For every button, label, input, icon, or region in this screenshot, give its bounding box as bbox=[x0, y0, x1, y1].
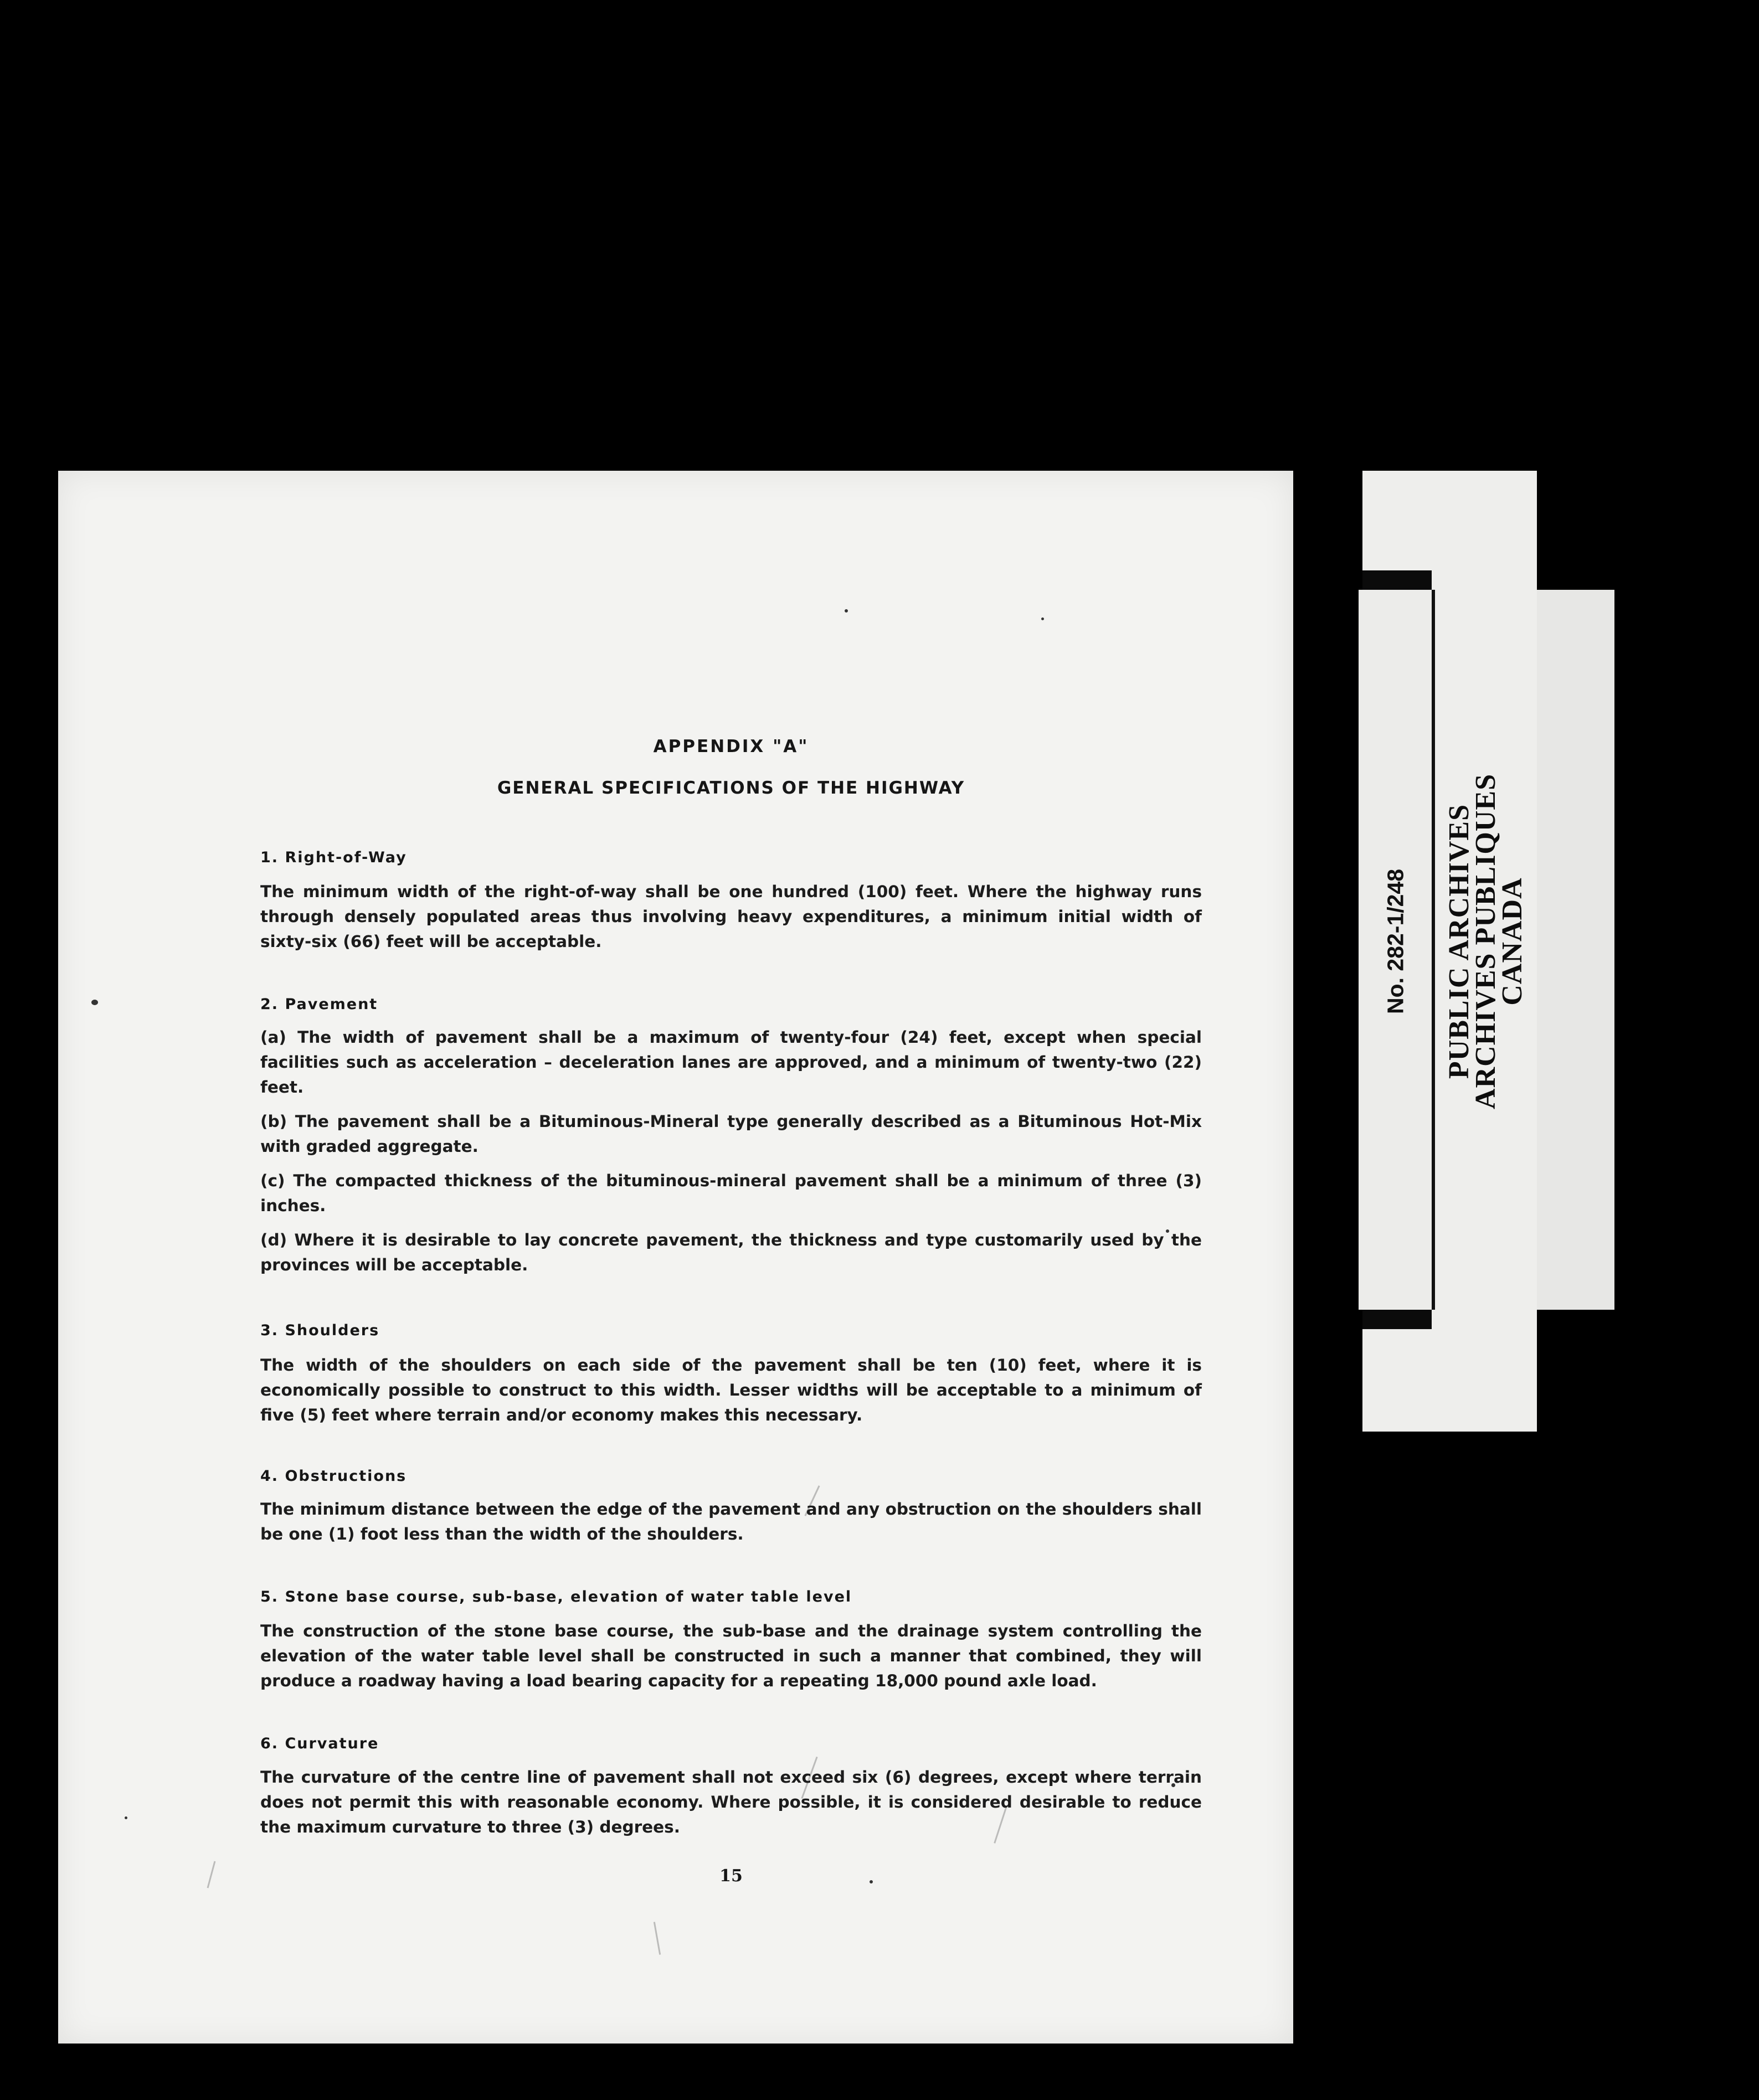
stamp-line: CANADA bbox=[1496, 877, 1528, 1006]
dust-speck bbox=[1041, 617, 1044, 620]
archive-reference-number bbox=[1368, 609, 1423, 1274]
section-paragraph: (d) Where it is desirable to lay concrete pavement, the thickness and type customarily used by the provinces will be acceptable. bbox=[260, 1231, 1202, 1274]
section-heading-right-of-way: 1. Right-of-Way bbox=[260, 849, 407, 866]
reference-number-text: No. 282-1/248 bbox=[1382, 868, 1408, 1015]
stamp-text bbox=[1443, 773, 1528, 1110]
section-paragraph: The minimum width of the right-of-way shall be one hundred (100) feet. Where the highway runs through densely populated areas thus involving heavy expenditures, a minimum initial width of sixty-six (66) feet will be acceptable. bbox=[260, 882, 1202, 951]
section-heading-pavement: 2. Pavement bbox=[260, 996, 378, 1013]
section-heading-curvature: 6. Curvature bbox=[260, 1735, 379, 1752]
section-paragraph: The curvature of the centre line of pavement shall not exceed six (6) degrees, except where terrain does not permit this with reasonable economy. Where possible, it is considered desirable to reduce the maximum curvature to three (3) degrees. bbox=[260, 1768, 1202, 1836]
film-scratch bbox=[207, 1861, 216, 1888]
appendix-title: APPENDIX "A" bbox=[653, 737, 809, 756]
document-title: GENERAL SPECIFICATIONS OF THE HIGHWAY bbox=[497, 778, 965, 798]
section-paragraph: The construction of the stone base course, the sub-base and the drainage system controlling the elevation of the water table level shall be constructed in such a manner that combined, they will produce a roadway having a load bearing capacity for a repeating 18,000 pound axle load. bbox=[260, 1622, 1202, 1690]
dust-speck bbox=[91, 1000, 98, 1005]
public-archives-stamp bbox=[1437, 570, 1534, 1312]
stamp-line: ARCHIVES PUBLIQUES bbox=[1469, 773, 1501, 1110]
archive-card-tab bbox=[1537, 590, 1614, 1310]
card-divider bbox=[1362, 1310, 1432, 1329]
section-heading-shoulders: 3. Shoulders bbox=[260, 1322, 380, 1339]
section-paragraph: (c) The compacted thickness of the bituminous-mineral pavement shall be a minimum of three (3) inches. bbox=[260, 1171, 1202, 1215]
card-divider bbox=[1362, 570, 1432, 590]
section-paragraph: The minimum distance between the edge of the pavement and any obstruction on the shoulders shall be one (1) foot less than the width of the shoulders. bbox=[260, 1500, 1202, 1543]
section-paragraph: (b) The pavement shall be a Bituminous-Mineral type generally described as a Bituminous Hot-Mix with graded aggregate. bbox=[260, 1112, 1202, 1156]
section-paragraph: The width of the shoulders on each side of the pavement shall be ten (10) feet, where it is economically possible to construct to this width. Lesser widths will be acceptable to a minimum of five (5) feet where terrain and/or economy makes this necessary. bbox=[260, 1356, 1202, 1424]
section-paragraph: (a) The width of pavement shall be a maximum of twenty-four (24) feet, except when special facilities such as acceleration – deceleration lanes are approved, and a minimum of twenty-two (22) feet. bbox=[260, 1028, 1202, 1097]
document-page bbox=[58, 471, 1293, 2044]
dust-speck bbox=[845, 609, 848, 612]
dust-speck bbox=[125, 1816, 127, 1819]
stamp-line: PUBLIC ARCHIVES bbox=[1443, 804, 1475, 1079]
film-scratch bbox=[654, 1922, 661, 1955]
section-heading-stone-base-course: 5. Stone base course, sub-base, elevation of water table level bbox=[260, 1588, 852, 1605]
page-number: 15 bbox=[719, 1866, 743, 1886]
section-heading-obstructions: 4. Obstructions bbox=[260, 1468, 407, 1485]
